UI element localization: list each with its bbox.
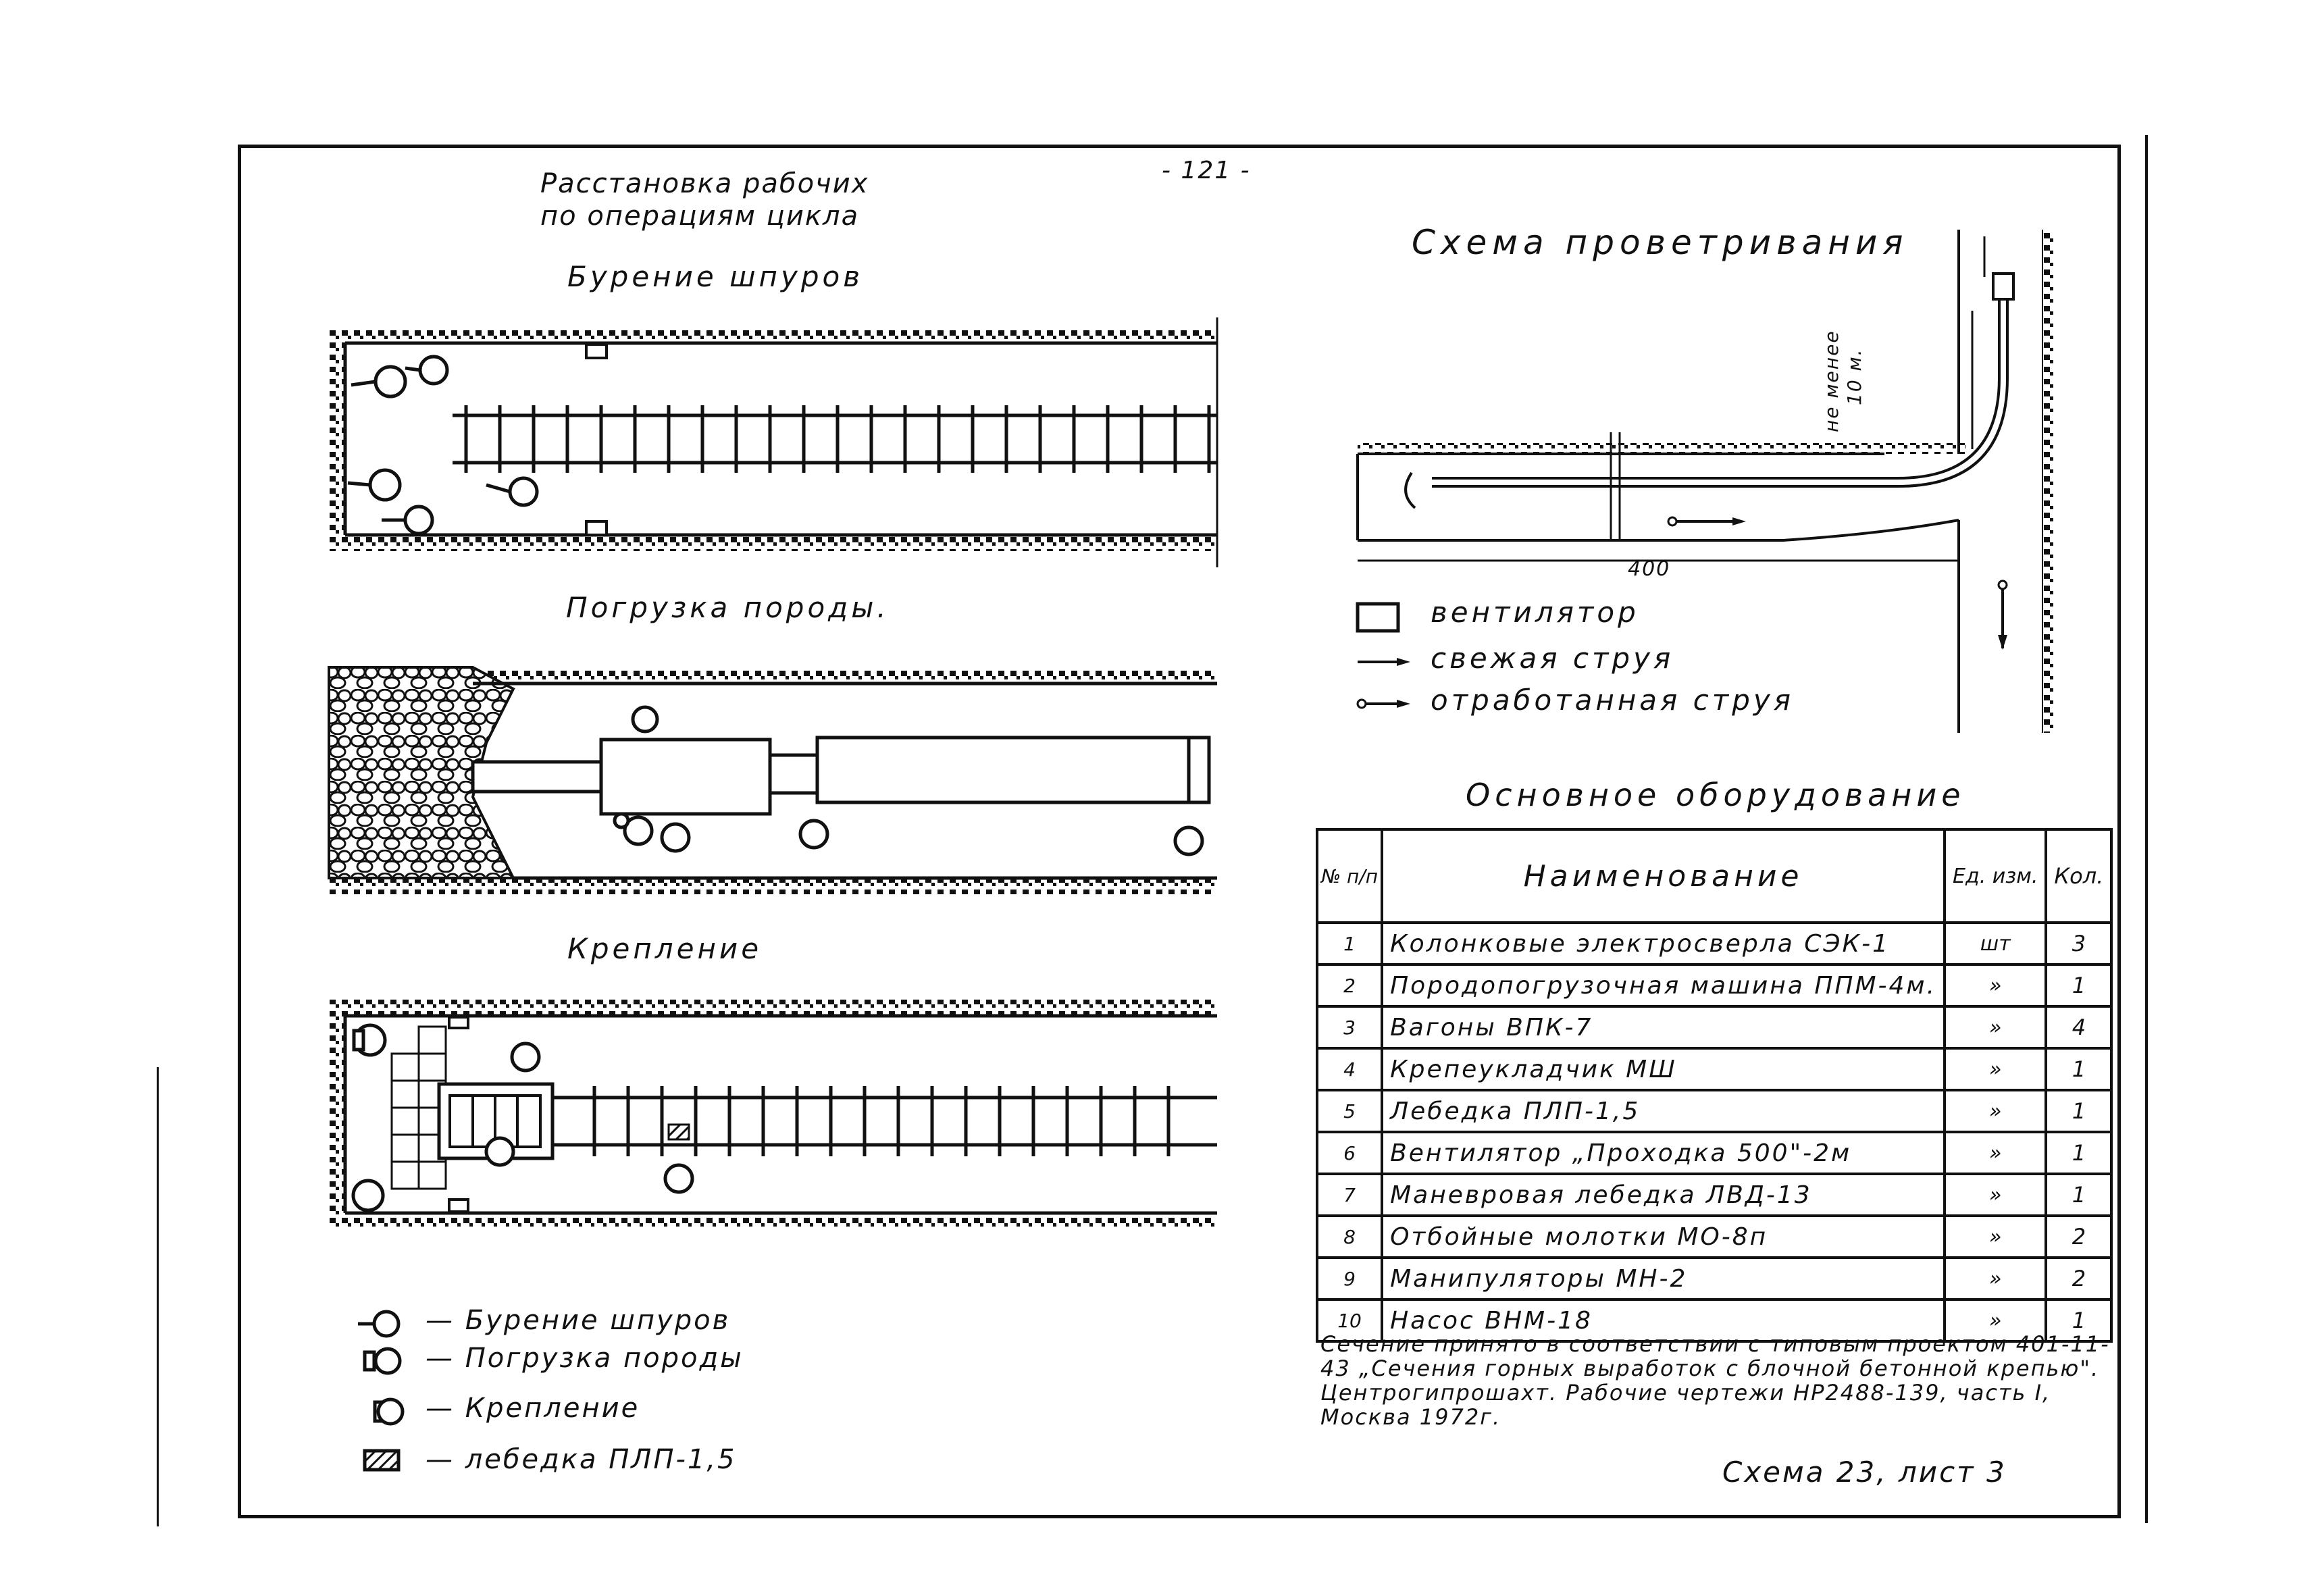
- row-qty: 2: [2046, 1216, 2111, 1258]
- ventilation-dimension: 400: [1628, 557, 1671, 581]
- winch-hatched-icon: [669, 1125, 689, 1139]
- row-unit: »: [1945, 1090, 2046, 1132]
- page-title-line-2: по операциям цикла: [540, 201, 860, 232]
- row-name: Насос ВНМ-18: [1382, 1299, 1945, 1341]
- section-support-label: Крепление: [567, 932, 763, 965]
- row-unit: »: [1945, 964, 2046, 1006]
- row-num: 9: [1317, 1258, 1382, 1299]
- row-unit: »: [1945, 1006, 2046, 1048]
- row-qty: 1: [2046, 1299, 2111, 1341]
- row-qty: 1: [2046, 1174, 2111, 1216]
- legend-winch-label: — лебедка ПЛП-1,5: [426, 1444, 737, 1475]
- row-unit: »: [1945, 1132, 2046, 1174]
- row-name: Отбойные молотки МО-8п: [1382, 1216, 1945, 1258]
- row-num: 3: [1317, 1006, 1382, 1048]
- drill-worker-icon: [348, 357, 537, 534]
- row-unit: »: [1945, 1174, 2046, 1216]
- row-name: Маневровая лебедка ЛВД-13: [1382, 1174, 1945, 1216]
- ventilation-title: Схема проветривания: [1412, 223, 1909, 262]
- loading-drawing: [329, 667, 1217, 894]
- legend-symbols-left: [358, 1312, 403, 1470]
- row-num: 10: [1317, 1299, 1382, 1341]
- table-row: [1317, 1006, 2111, 1048]
- page-number: - 121 -: [1162, 157, 1251, 184]
- legend-support-label: — Крепление: [426, 1393, 640, 1424]
- row-name: Лебедка ПЛП-1,5: [1382, 1090, 1945, 1132]
- equipment-header-row: [1317, 829, 2111, 923]
- equipment-table: [1316, 828, 2113, 1343]
- header-qty: Кол.: [2046, 829, 2111, 923]
- clearance-line-1: не менее: [1820, 330, 1843, 432]
- legend-loading-label: — Погрузка породы: [426, 1343, 744, 1374]
- table-row: [1317, 1090, 2111, 1132]
- row-qty: 2: [2046, 1258, 2111, 1299]
- legend-exhaust-air-label: отработанная струя: [1431, 684, 1794, 717]
- row-num: 4: [1317, 1048, 1382, 1090]
- table-row: [1317, 1216, 2111, 1258]
- row-qty: 1: [2046, 964, 2111, 1006]
- legend-drilling-label: — Бурение шпуров: [426, 1305, 731, 1336]
- section-drilling-label: Бурение шпуров: [567, 260, 863, 293]
- legend-fan-label: вентилятор: [1431, 596, 1639, 629]
- sheet-label: Схема 23, лист 3: [1722, 1456, 2007, 1489]
- table-row: [1317, 1048, 2111, 1090]
- header-num: № п/п: [1317, 829, 1382, 923]
- row-unit: шт: [1945, 923, 2046, 964]
- row-unit: »: [1945, 1258, 2046, 1299]
- row-name: Вентилятор „Проходка 500"-2м: [1382, 1132, 1945, 1174]
- row-qty: 3: [2046, 923, 2111, 964]
- fan-box-icon: [1993, 274, 2013, 299]
- row-name: Вагоны ВПК-7: [1382, 1006, 1945, 1048]
- clearance-label: [1820, 330, 1866, 432]
- row-num: 1: [1317, 923, 1382, 964]
- table-row: [1317, 923, 2111, 964]
- row-name: Крепеукладчик МШ: [1382, 1048, 1945, 1090]
- row-num: 6: [1317, 1132, 1382, 1174]
- table-row: [1317, 1132, 2111, 1174]
- header-name: Наименование: [1382, 829, 1945, 923]
- exhaust-air-arrow-icon: [1358, 700, 1366, 708]
- drilling-drawing: [329, 317, 1217, 567]
- row-name: Породопогрузочная машина ППМ-4м.: [1382, 964, 1945, 1006]
- equipment-title: Основное оборудование: [1466, 777, 1965, 813]
- row-name: Колонковые электросверла СЭК-1: [1382, 923, 1945, 964]
- row-name: Манипуляторы МН-2: [1382, 1258, 1945, 1299]
- row-unit: »: [1945, 1299, 2046, 1341]
- row-num: 8: [1317, 1216, 1382, 1258]
- equipment-note: Сечение принято в соответствии с типовым проектом 401-11-43 „Сечения горных выработок с блочной бетонной крепью". Центрогипрошахт. Рабочие чертежи НР2488-139, часть I, Москва 1972г.: [1320, 1331, 2110, 1430]
- row-num: 2: [1317, 964, 1382, 1006]
- table-row: [1317, 1258, 2111, 1299]
- page-title-line-1: Расстановка рабочих: [540, 168, 869, 199]
- row-unit: »: [1945, 1216, 2046, 1258]
- legend-fresh-air-label: свежая струя: [1431, 642, 1674, 675]
- header-unit: Ед. изм.: [1945, 829, 2046, 923]
- row-num: 5: [1317, 1090, 1382, 1132]
- section-loading-label: Погрузка породы.: [566, 591, 890, 624]
- fan-legend-icon: [1358, 604, 1398, 631]
- support-drawing: [329, 1000, 1217, 1229]
- row-qty: 1: [2046, 1090, 2111, 1132]
- clearance-line-2: 10 м.: [1843, 348, 1866, 405]
- row-num: 7: [1317, 1174, 1382, 1216]
- row-unit: »: [1945, 1048, 2046, 1090]
- row-qty: 4: [2046, 1006, 2111, 1048]
- table-row: [1317, 1174, 2111, 1216]
- row-qty: 1: [2046, 1048, 2111, 1090]
- row-qty: 1: [2046, 1132, 2111, 1174]
- table-row: [1317, 964, 2111, 1006]
